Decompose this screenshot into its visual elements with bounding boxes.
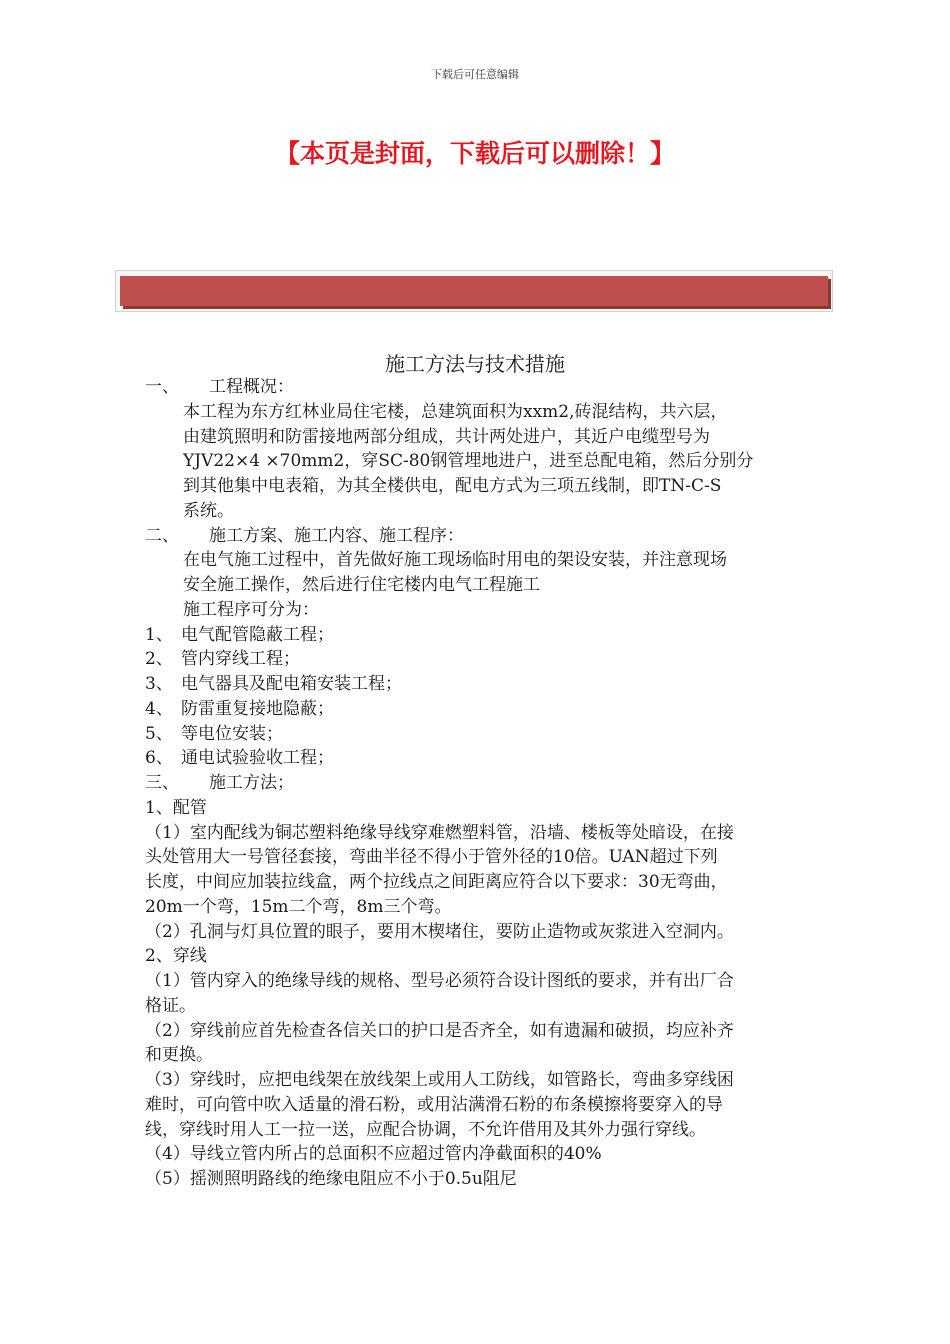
paragraph-line: （3）穿线时，应把电线架在放线架上或用人工防线，如管路长，弯曲多穿线困 — [145, 1070, 734, 1090]
paragraph-line: 线，穿线时用人工一拉一送，应配合协调，不允许借用及其外力强行穿线。 — [145, 1120, 706, 1140]
list-number: 2、 — [145, 649, 173, 669]
document-title: 施工方法与技术措施 — [385, 352, 565, 376]
paragraph-line: 到其他集中电表箱，为其全楼供电，配电方式为三项五线制，即TN-C-S — [183, 476, 722, 496]
subsection-heading: 2、穿线 — [145, 946, 207, 966]
section-number: 二、 — [145, 526, 179, 546]
list-number: 6、 — [145, 748, 173, 768]
paragraph-line: （5）摇测照明路线的绝缘电阻应不小于0.5u阻尼 — [145, 1169, 517, 1189]
list-number: 5、 — [145, 724, 173, 744]
list-number: 3、 — [145, 674, 173, 694]
paragraph-line: （4）导线立管内所占的总面积不应超过管内净截面积的40% — [145, 1144, 602, 1164]
paragraph-line: 和更换。 — [145, 1045, 213, 1065]
paragraph-line: 施工程序可分为： — [183, 600, 319, 620]
list-item — [145, 647, 300, 672]
section-heading — [145, 771, 294, 796]
list-item — [145, 697, 334, 722]
paragraph-line: 20m一个弯，15m二个弯，8m三个弯。 — [145, 897, 452, 917]
list-item — [145, 672, 402, 697]
paragraph-line: 系统。 — [183, 501, 234, 521]
paragraph-line: 难时，可向管中吹入适量的滑石粉，或用沾满滑石粉的布条模擦将要穿入的导 — [145, 1095, 723, 1115]
section-title: 施工方法； — [209, 773, 294, 793]
list-text: 通电试验验收工程； — [181, 748, 334, 768]
paragraph-line: （2）穿线前应首先检查各信关口的护口是否齐全，如有遗漏和破损，均应补齐 — [145, 1021, 734, 1041]
paragraph-line: 长度，中间应加装拉线盒，两个拉线点之间距离应符合以下要求：30无弯曲， — [145, 872, 728, 892]
paragraph-line: 本工程为东方红林业局住宅楼，总建筑面积为xxm2,砖混结构，共六层， — [183, 402, 728, 422]
paragraph-line: （1）室内配线为铜芯塑料绝缘导线穿难燃塑料管，沿墙、楼板等处暗设，在接 — [145, 823, 734, 843]
list-number: 1、 — [145, 625, 173, 645]
paragraph-line: 格证。 — [145, 996, 196, 1016]
paragraph-line: （2）孔洞与灯具位置的眼子，要用木楔堵住，要防止造物或灰浆进入空洞内。 — [145, 922, 734, 942]
list-text: 电气器具及配电箱安装工程； — [181, 674, 402, 694]
header-note: 下载后可任意编辑 — [431, 68, 519, 81]
paragraph-line: （1）管内穿入的绝缘导线的规格、型号必须符合设计图纸的要求，并有出厂合 — [145, 971, 734, 991]
list-text: 防雷重复接地隐蔽； — [181, 699, 334, 719]
red-banner — [120, 276, 828, 306]
section-heading — [145, 524, 464, 549]
paragraph-line: 安全施工操作，然后进行住宅楼内电气工程施工 — [183, 575, 540, 595]
list-text: 等电位安装； — [181, 724, 283, 744]
section-title: 施工方案、施工内容、施工程序： — [209, 526, 464, 546]
subsection-heading: 1、配管 — [145, 798, 207, 818]
paragraph-line: YJV22×4 ×70mm2，穿SC-80钢管埋地进户，进至总配电箱，然后分别分 — [183, 451, 754, 471]
section-title: 工程概况： — [209, 377, 294, 397]
paragraph-line: 头处管用大一号管径套接，弯曲半径不得小于管外径的10倍。UAN超过下列 — [145, 847, 718, 867]
list-text: 电气配管隐蔽工程； — [181, 625, 334, 645]
section-number: 三、 — [145, 773, 179, 793]
paragraph-line: 在电气施工过程中，首先做好施工现场临时用电的架设安装，并注意现场 — [183, 550, 727, 570]
section-heading — [145, 375, 294, 400]
cover-notice: 【本页是封面，下载后可以删除！】 — [274, 139, 675, 168]
list-text: 管内穿线工程； — [181, 649, 300, 669]
list-item — [145, 746, 334, 771]
paragraph-line: 由建筑照明和防雷接地两部分组成，共计两处进户，其近户电缆型号为 — [183, 427, 710, 447]
list-number: 4、 — [145, 699, 173, 719]
section-number: 一、 — [145, 377, 179, 397]
list-item — [145, 722, 283, 747]
list-item — [145, 623, 334, 648]
